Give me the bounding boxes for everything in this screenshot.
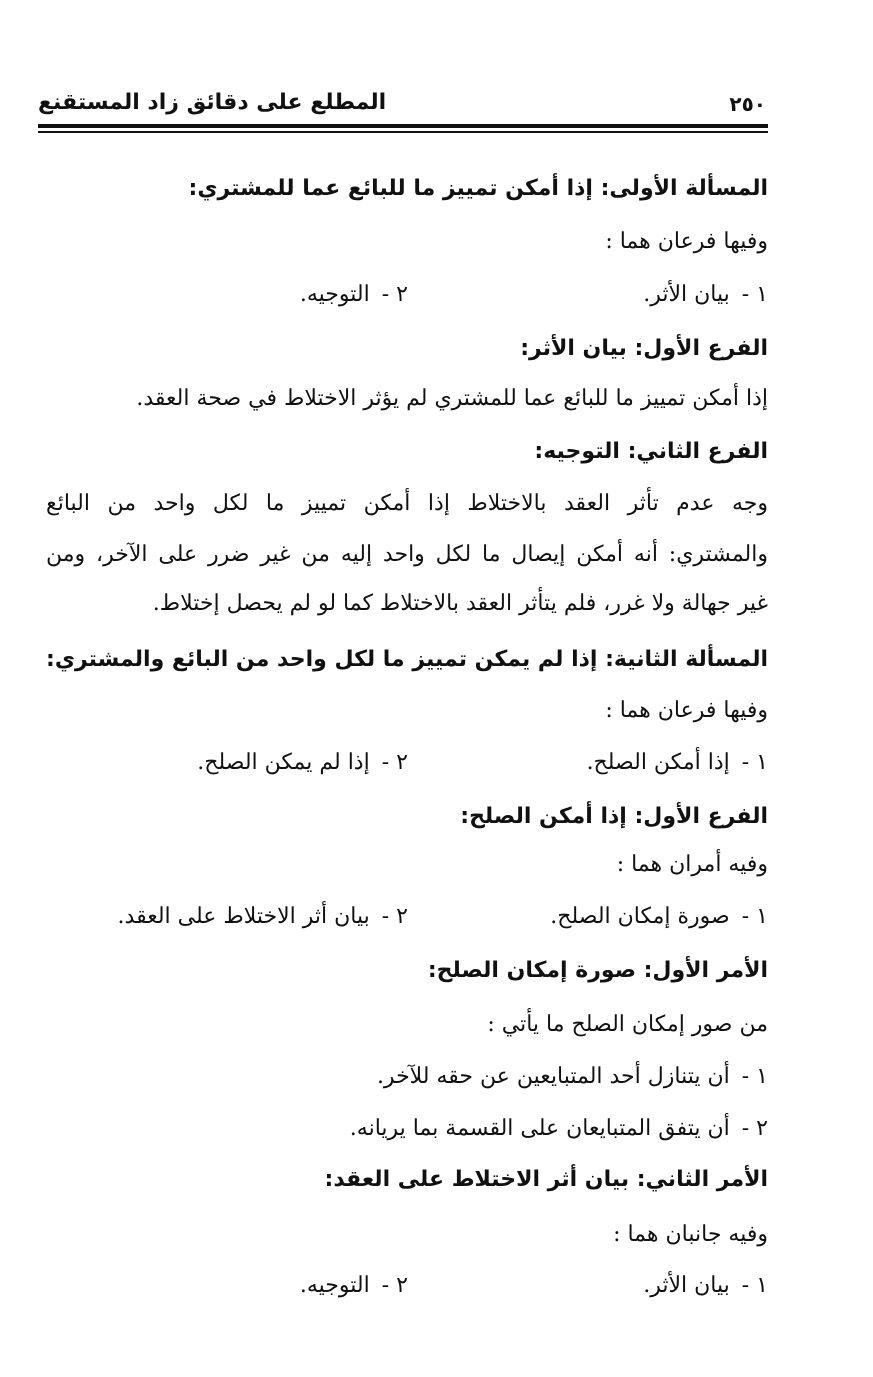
list-number: ١ - xyxy=(741,1064,768,1089)
subsection-heading: الأمر الثاني: بيان أثر الاختلاط على العقد: xyxy=(324,1167,768,1192)
list-item xyxy=(587,746,768,780)
list-text: بيان الأثر. xyxy=(643,1273,730,1298)
subsection-heading: الفرع الأول: إذا أمكن الصلح: xyxy=(460,804,768,829)
numbered-pair xyxy=(68,278,768,312)
list-text: إذا أمكن الصلح. xyxy=(586,750,730,775)
paragraph-line: إذا أمكن تمييز ما للبائع عما للمشتري لم يؤثر الاختلاط في صحة العقد. xyxy=(136,386,768,411)
list-number: ٢ - xyxy=(741,1116,768,1141)
list-number: ١ - xyxy=(741,282,768,307)
section-heading: المسألة الأولى: إذا أمكن تمييز ما للبائع عما للمشتري: xyxy=(188,176,768,201)
list-number: ٢ - xyxy=(381,750,408,775)
list-item xyxy=(118,900,408,934)
list-item xyxy=(643,1269,768,1303)
paragraph-line: وفيه جانبان هما : xyxy=(613,1222,768,1247)
subsection-heading: الأمر الأول: صورة إمكان الصلح: xyxy=(427,958,768,983)
list-number: ١ - xyxy=(741,1273,768,1298)
list-text: بيان أثر الاختلاط على العقد. xyxy=(117,904,370,929)
paragraph-line: وجه عدم تأثر العقد بالاختلاط إذا أمكن تمييز ما لكل واحد من البائع xyxy=(46,491,768,516)
subsection-heading: الفرع الأول: بيان الأثر: xyxy=(520,336,768,361)
list-item xyxy=(197,746,408,780)
paragraph-line: من صور إمكان الصلح ما يأتي : xyxy=(487,1012,768,1037)
paragraph-line: وفيه أمران هما : xyxy=(616,852,768,877)
numbered-pair xyxy=(68,746,768,780)
paragraph-line: وفيها فرعان هما : xyxy=(605,229,768,254)
numbered-pair xyxy=(68,900,768,934)
list-text: بيان الأثر. xyxy=(643,282,730,307)
list-item xyxy=(300,1269,408,1303)
list-text: التوجيه. xyxy=(299,282,370,307)
paragraph-line: غير جهالة ولا غرر، فلم يتأثر العقد بالاختلاط كما لو لم يحصل إختلاط. xyxy=(152,591,768,616)
paragraph-line: والمشتري: أنه أمكن إيصال ما لكل واحد إليه من غير ضرر على الآخر، ومن xyxy=(46,542,768,567)
paragraph-line: وفيها فرعان هما : xyxy=(605,698,768,723)
list-number: ٢ - xyxy=(381,282,408,307)
list-item xyxy=(350,1112,768,1146)
list-item xyxy=(300,278,408,312)
book-title: المطلع على دقائق زاد المستقنع xyxy=(38,90,387,115)
numbered-pair xyxy=(68,1269,768,1303)
list-text: إذا لم يمكن الصلح. xyxy=(197,750,370,775)
subsection-heading: الفرع الثاني: التوجيه: xyxy=(534,439,768,464)
list-item xyxy=(550,900,768,934)
header-rule-thin xyxy=(38,131,768,133)
list-text: أن يتنازل أحد المتبايعين عن حقه للآخر. xyxy=(376,1064,730,1089)
list-text: أن يتفق المتبايعان على القسمة بما يريانه. xyxy=(349,1116,730,1141)
page-number: ٢٥٠ xyxy=(729,92,766,116)
header-rule-thick xyxy=(38,124,768,128)
list-number: ١ - xyxy=(741,750,768,775)
list-number: ٢ - xyxy=(381,1273,408,1298)
list-number: ٢ - xyxy=(381,904,408,929)
list-text: صورة إمكان الصلح. xyxy=(550,904,730,929)
section-heading: المسألة الثانية: إذا لم يمكن تمييز ما لكل واحد من البائع والمشتري: xyxy=(46,647,768,672)
list-number: ١ - xyxy=(741,904,768,929)
list-item xyxy=(643,278,768,312)
list-text: التوجيه. xyxy=(299,1273,370,1298)
running-header xyxy=(38,86,766,122)
list-item xyxy=(377,1060,768,1094)
